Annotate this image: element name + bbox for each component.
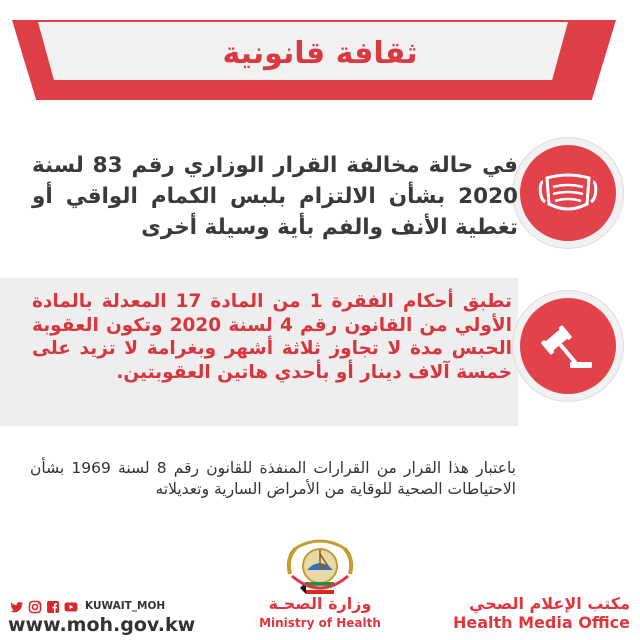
gavel-icon (520, 298, 616, 394)
website-link[interactable]: www.moh.gov.kw (8, 614, 196, 636)
ministry-name-arabic: وزارة الصحـة (268, 594, 372, 613)
social-handle[interactable]: KUWAIT_MOH (85, 600, 166, 612)
health-media-office-arabic: مكتب الإعلام الصحي (469, 594, 630, 613)
page-title: ثقافة قانونية (222, 36, 418, 71)
instagram-icon[interactable] (28, 599, 42, 613)
social-links (10, 599, 165, 613)
youtube-icon[interactable] (64, 599, 78, 613)
facebook-icon[interactable] (46, 599, 60, 613)
penalty-paragraph: تطبق أحكام الفقرة 1 من المادة 17 المعدلة بالمادة الأولي من القانون رقم 4 لسنة 2020 وتكون العقوبة الحبس مدة لا تجاوز ثلاثة أشهر وبغرامة لا تزيد على خمسة آلاف دينار أو بأحدي هاتين العقوبتين. (32, 291, 512, 383)
face-mask-icon (520, 145, 616, 241)
violation-paragraph: في حالة مخالفة القرار الوزاري رقم 83 لسنة 2020 بشأن الالتزام بلبس الكمام الواقي أو تغطية الأنف والفم بأية وسيلة أخرى (32, 153, 518, 240)
legal-basis-paragraph: باعتبار هذا القرار من القرارات المنفذة للقانون رقم 8 لسنة 1969 بشأن الاحتياطات الصحية للوقاية من الأمراض السارية وتعديلاته (30, 459, 516, 498)
ministry-name-english: Ministry of Health (259, 616, 381, 630)
twitter-icon[interactable] (10, 599, 24, 613)
health-media-office-english: Health Media Office (453, 613, 630, 632)
